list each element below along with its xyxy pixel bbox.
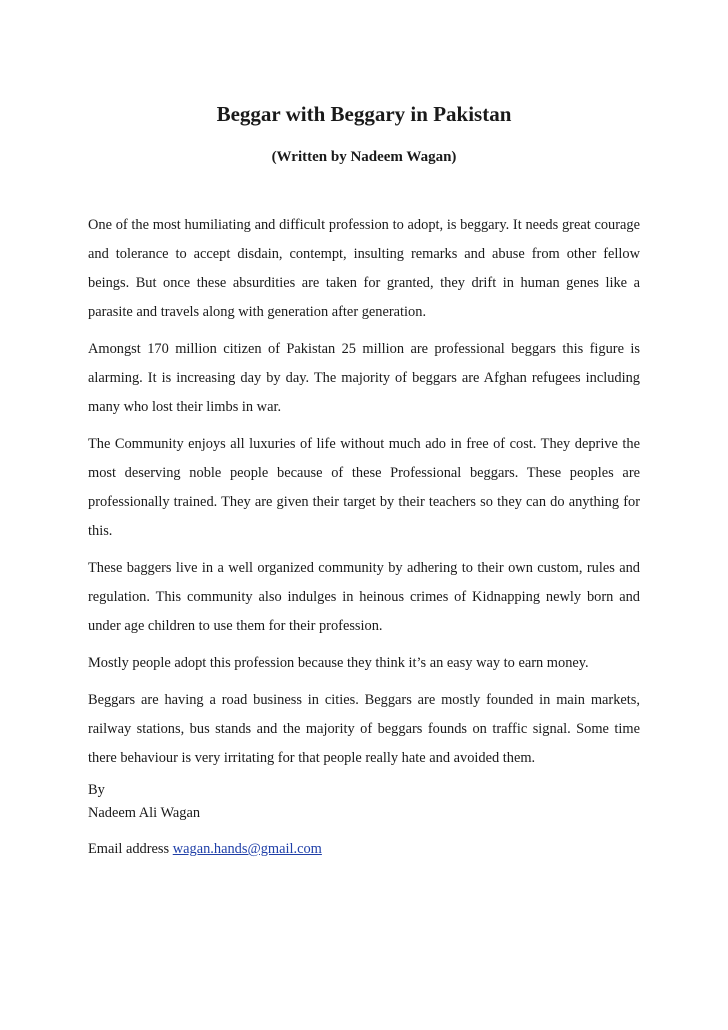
document-title: Beggar with Beggary in Pakistan: [216, 102, 512, 126]
paragraph-4: These baggers live in a well organized community by adhering to their own custom, rules and regulation. This community also indulges in heinous crimes of Kidnapping newly born and under age children to use them for their profession.: [88, 560, 640, 634]
email-link[interactable]: wagan.hands@gmail.com: [172, 841, 322, 857]
paragraph-3: The Community enjoys all luxuries of life without much ado in free of cost. They deprive the most deserving noble people because of these Professional beggars. These peoples are professionally trained. They are given their target by their teachers so they can do anything for this.: [88, 436, 640, 539]
document-subtitle: (Written by Nadeem Wagan): [271, 149, 457, 165]
paragraph-5: Mostly people adopt this profession because they think it’s an easy way to earn money.: [88, 655, 589, 671]
document-body: [88, 211, 640, 781]
paragraph-1: One of the most humiliating and difficult profession to adopt, is beggary. It needs great courage and tolerance to accept disdain, contempt, insulting remarks and abuse from other fellow beings. But once these absurdities are taken for granted, they drift in human genes like a parasite and travels along with generation after generation.: [88, 217, 640, 320]
email-label: Email address: [88, 841, 170, 857]
signature-email-line: [88, 838, 640, 860]
paragraph-6: Beggars are having a road business in cities. Beggars are mostly founded in main markets, railway stations, bus stands and the majority of beggars founds on traffic signal. Some time there behaviour is very irritating for that people really hate and avoided them.: [88, 692, 640, 766]
signature-author: Nadeem Ali Wagan: [88, 805, 201, 821]
paragraph-2: Amongst 170 million citizen of Pakistan 25 million are professional beggars this figure is alarming. It is increasing day by day. The majority of beggars are Afghan refugees including many who lost their limbs in war.: [88, 341, 640, 415]
signature-by: By: [88, 782, 105, 798]
